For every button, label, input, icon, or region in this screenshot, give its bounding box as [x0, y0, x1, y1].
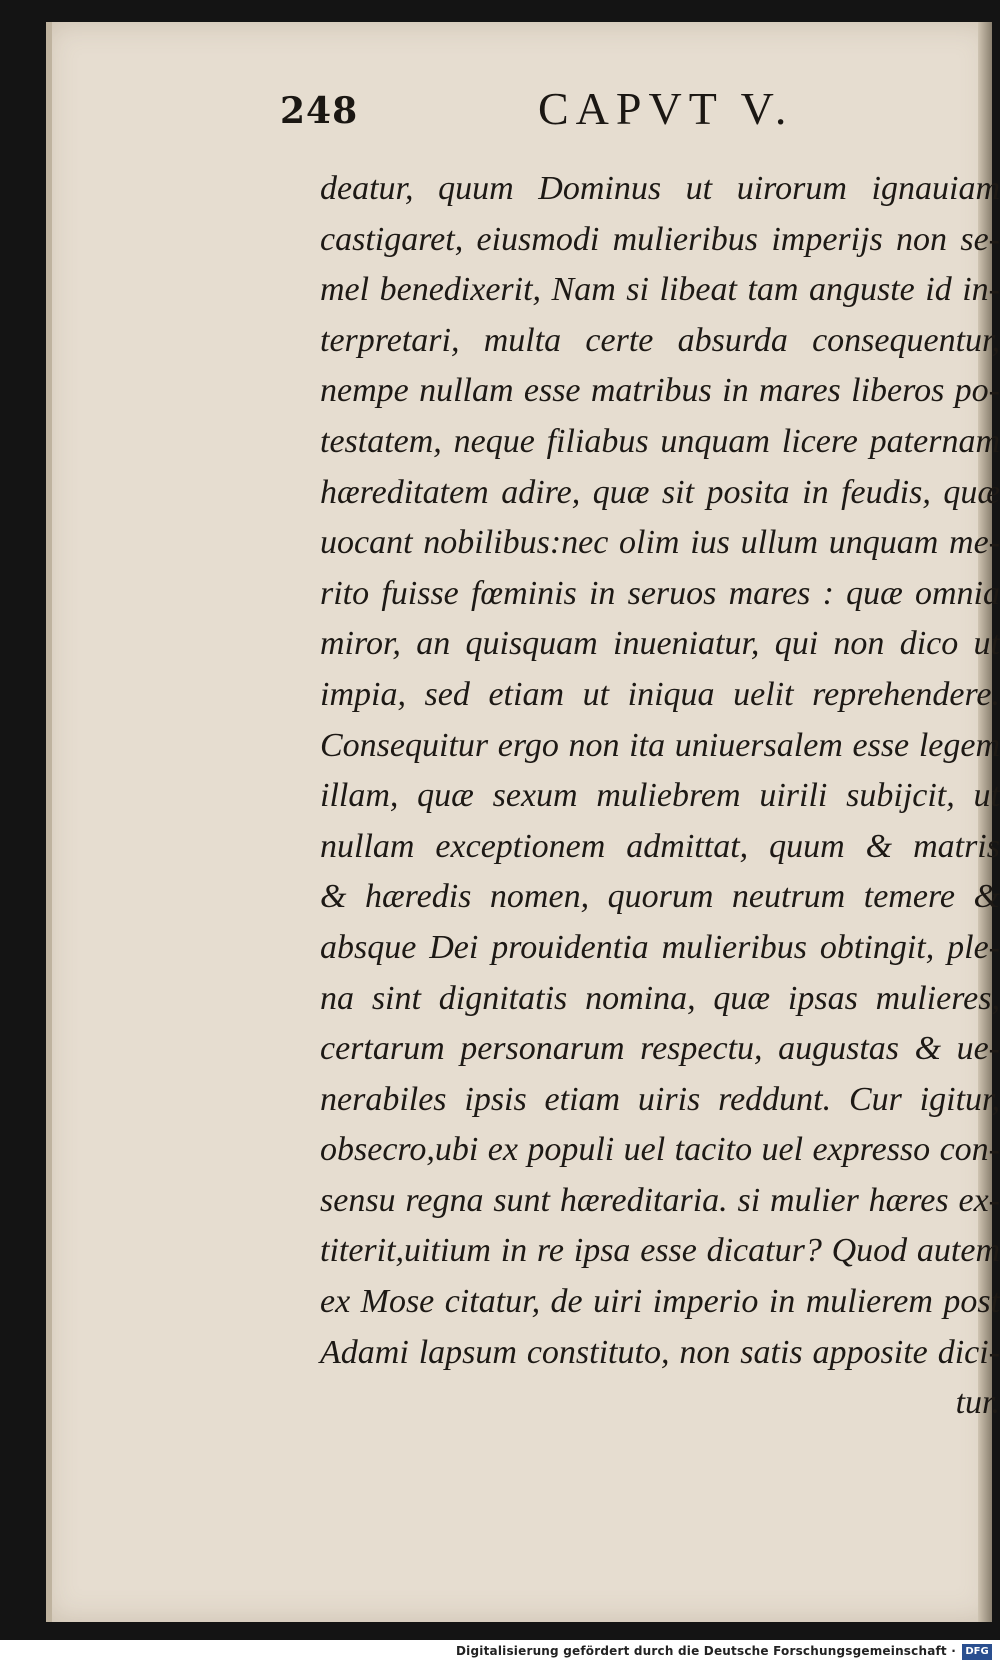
dfg-logo: DFG [962, 1644, 992, 1660]
text-line: na sint dignitatis nomina, quæ ipsas mulieres, [320, 979, 1000, 1017]
body-text [320, 164, 1000, 1429]
book-page [46, 22, 1000, 1622]
text-line: hæreditatem adire, quæ sit posita in feudis, quæ [320, 473, 1000, 511]
digitization-footer [0, 1640, 1000, 1666]
catchword: tur. [955, 1384, 1000, 1422]
text-line: testatem, neque filiabus unquam licere paternam [320, 422, 1000, 460]
text-line: nempe nullam esse matribus in mares liberos po- [320, 372, 1000, 410]
text-line: uocant nobilibus:nec olim ius ullum unquam me- [320, 524, 1000, 562]
funding-credit: Digitalisierung gefördert durch die Deutsche Forschungsgemeinschaft · [456, 1644, 956, 1658]
text-line: mel benedixerit, Nam si libeat tam anguste id in- [320, 271, 1000, 309]
text-line: titerit,uitium in re ipsa esse dicatur? Quod autem [320, 1232, 1000, 1270]
text-line: Adami lapsum constituto, non satis apposite dici- [320, 1333, 1000, 1371]
text-line: sensu regna sunt hæreditaria. si mulier hæres ex- [320, 1181, 1000, 1219]
text-line: & hæredis nomen, quorum neutrum temere & [320, 878, 1000, 916]
text-line: impia, sed etiam ut iniqua uelit reprehendere. [320, 675, 1000, 713]
text-line: nerabiles ipsis etiam uiris reddunt. Cur igitur, [320, 1080, 1000, 1118]
text-line: miror, an quisquam inueniatur, qui non dico ut [320, 625, 1000, 663]
text-line: rito fuisse fœminis in seruos mares : quæ omnia [320, 574, 1000, 612]
running-head [280, 82, 920, 152]
text-line: terpretari, multa certe absurda consequentur, [320, 321, 1000, 359]
text-line: Consequitur ergo non ita uniuersalem esse legem [320, 726, 1000, 764]
text-line: nullam exceptionem admittat, quum & matris [320, 827, 1000, 865]
text-line: ex Mose citatur, de uiri imperio in mulierem post [320, 1283, 1000, 1321]
text-line: absque Dei prouidentia mulieribus obtingit, ple- [320, 928, 1000, 966]
text-line: deatur, quum Dominus ut uirorum ignauiam [320, 170, 1000, 207]
page-gutter-shadow [46, 22, 52, 1622]
text-line: certarum personarum respectu, augustas & ue- [320, 1030, 1000, 1068]
text-line: castigaret, eiusmodi mulieribus imperijs non se- [320, 220, 1000, 258]
text-line: obsecro,ubi ex populi uel tacito uel expresso con- [320, 1131, 1000, 1169]
text-line: illam, quæ sexum muliebrem uirili subijcit, ut [320, 777, 1000, 815]
chapter-title: CAPVT V. [538, 83, 794, 134]
page-number: 248 [280, 90, 359, 132]
